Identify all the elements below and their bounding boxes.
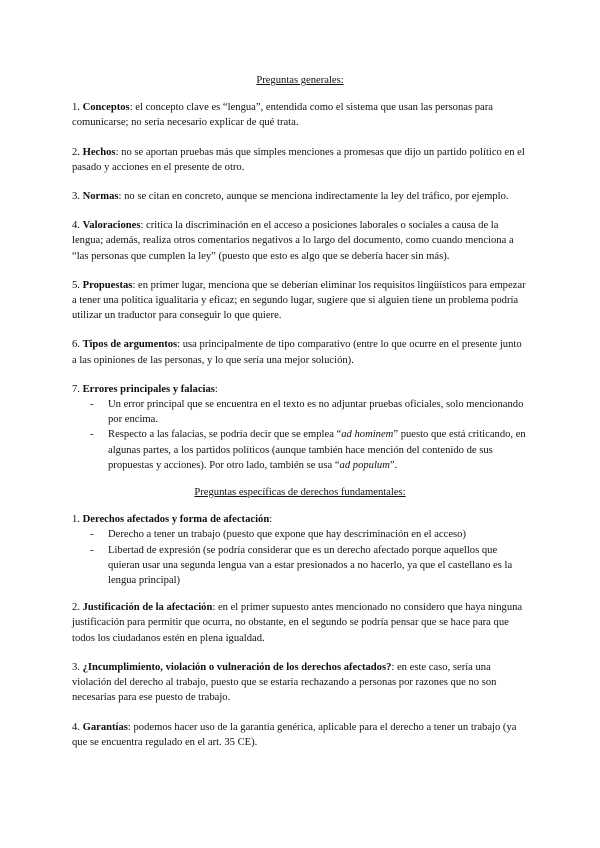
item-number: 4.	[72, 220, 83, 232]
item-number: 2.	[72, 602, 83, 614]
item-text: : no se aportan pruebas más que simples menciones a promesas que dijo un partido político en el pasado y acciones en el presente de otro.	[72, 146, 525, 173]
italic-term: ad hominem	[341, 429, 394, 441]
item-number: 5.	[72, 279, 83, 291]
errores-list	[72, 397, 528, 473]
paragraph-errores-falacias	[72, 382, 528, 397]
list-item-text: ” puesto que está criticando, en algunas partes, a los partidos políticos (aunque también hace mención del contenido de sus propuestas y acciones). Por otro lado, también se usa “	[108, 429, 526, 471]
item-number: 3.	[72, 191, 83, 203]
paragraph-hechos	[72, 145, 528, 175]
item-term: Justificación de la afectación	[82, 602, 213, 614]
item-term: Valoraciones	[82, 220, 141, 232]
item-number: 1.	[72, 514, 83, 526]
list-item: - Libertad de expresión (se podría considerar que es un derecho afectado porque aquellos que quieran usar una segunda lengua van a estar presionados a no hacerlo, ya que el castellano es la lengua principal)	[72, 543, 528, 589]
item-number: 6.	[72, 339, 83, 351]
list-item-text: ”.	[389, 459, 398, 471]
item-term: Hechos	[82, 146, 116, 158]
item-term: Normas	[82, 191, 119, 203]
list-item	[72, 397, 528, 427]
list-item-text: Un error principal que se encuentra en el texto es no adjuntar pruebas oficiales, solo mencionando por encima.	[108, 399, 524, 426]
item-suffix: :	[214, 383, 218, 395]
section-heading-derechos: Preguntas específicas de derechos fundamentales:	[194, 487, 406, 499]
item-text: : en el primer supuesto antes mencionado no considero que haya ninguna justificación para permitir que ocurra, no obstante, en el segundo se podría pensar que se hace para que todos los ciudadanos estén en plena igualdad.	[72, 602, 523, 644]
derechos-list	[72, 527, 528, 588]
item-text: : no se citan en concreto, aunque se menciona indirectamente la ley del tráfico, por ejemplo.	[118, 191, 509, 203]
item-number: 4.	[72, 721, 83, 733]
item-suffix: :	[269, 514, 273, 526]
item-term: Garantías	[82, 721, 128, 733]
item-term: Tipos de argumentos	[82, 339, 178, 351]
item-term: Propuestas	[82, 279, 133, 291]
item-number: 1.	[72, 102, 83, 114]
item-number: 3.	[72, 661, 83, 673]
paragraph-tipos-argumentos	[72, 337, 528, 367]
item-term: Conceptos	[82, 102, 130, 114]
paragraph-conceptos	[72, 100, 528, 130]
section-heading-general: Preguntas generales:	[256, 75, 344, 86]
paragraph-garantias	[72, 720, 528, 750]
paragraph-normas	[72, 189, 528, 204]
paragraph-justificacion	[72, 600, 528, 646]
list-item-text: Respecto a las falacias, se podría decir que se emplea “	[108, 429, 342, 441]
list-item: - Derecho a tener un trabajo (puesto que expone que hay descriminación en el acceso)	[72, 527, 528, 542]
list-item	[72, 427, 528, 473]
paragraph-incumplimiento	[72, 660, 528, 706]
item-text: : en este caso, sería una violación del derecho al trabajo, puesto que se estaría rechazando a personas por razones que no son necesarias para ese puesto de trabajo.	[72, 661, 497, 704]
item-text: : usa principalmente de tipo comparativo (entre lo que ocurre en el presente junto a las opiniones de las personas, y lo que sería una mejor solución).	[72, 339, 522, 366]
item-term: Derechos afectados y forma de afectación	[82, 514, 270, 526]
item-term: Errores principales y falacias	[82, 383, 215, 395]
item-text: : critica la discriminación en el acceso a posiciones laborales o sociales a causa de la lengua; además, realiza otros comentarios negativos a lo largo del documento, como cuando menciona a “las personas que cumplen la ley” (puesto que esto es algo que se debería hacer sin más).	[72, 220, 514, 262]
item-number: 2.	[72, 146, 83, 158]
paragraph-derechos-afectados	[72, 512, 528, 527]
item-number: 7.	[72, 383, 83, 395]
paragraph-propuestas	[72, 278, 528, 324]
item-text: : podemos hacer uso de la garantía genérica, aplicable para el derecho a tener un trabajo (ya que se encuentra regulado en el art. 35 CE).	[72, 721, 517, 748]
italic-term: ad populum	[339, 459, 390, 471]
paragraph-valoraciones	[72, 218, 528, 264]
item-term: ¿Incumplimiento, violación o vulneración de los derechos afectados?	[82, 661, 392, 673]
item-text: : el concepto clave es “lengua”, entendida como el sistema que usan las personas para comunicarse; no sería necesario explicar de qué trata.	[72, 102, 493, 129]
item-text: : en primer lugar, menciona que se deberían eliminar los requisitos lingüísticos para empezar a tener una política igualitaria y eficaz; en segundo lugar, sugiere que si alguien tiene un problema podría utilizar un traductor para conseguir lo que quiere.	[72, 279, 526, 322]
